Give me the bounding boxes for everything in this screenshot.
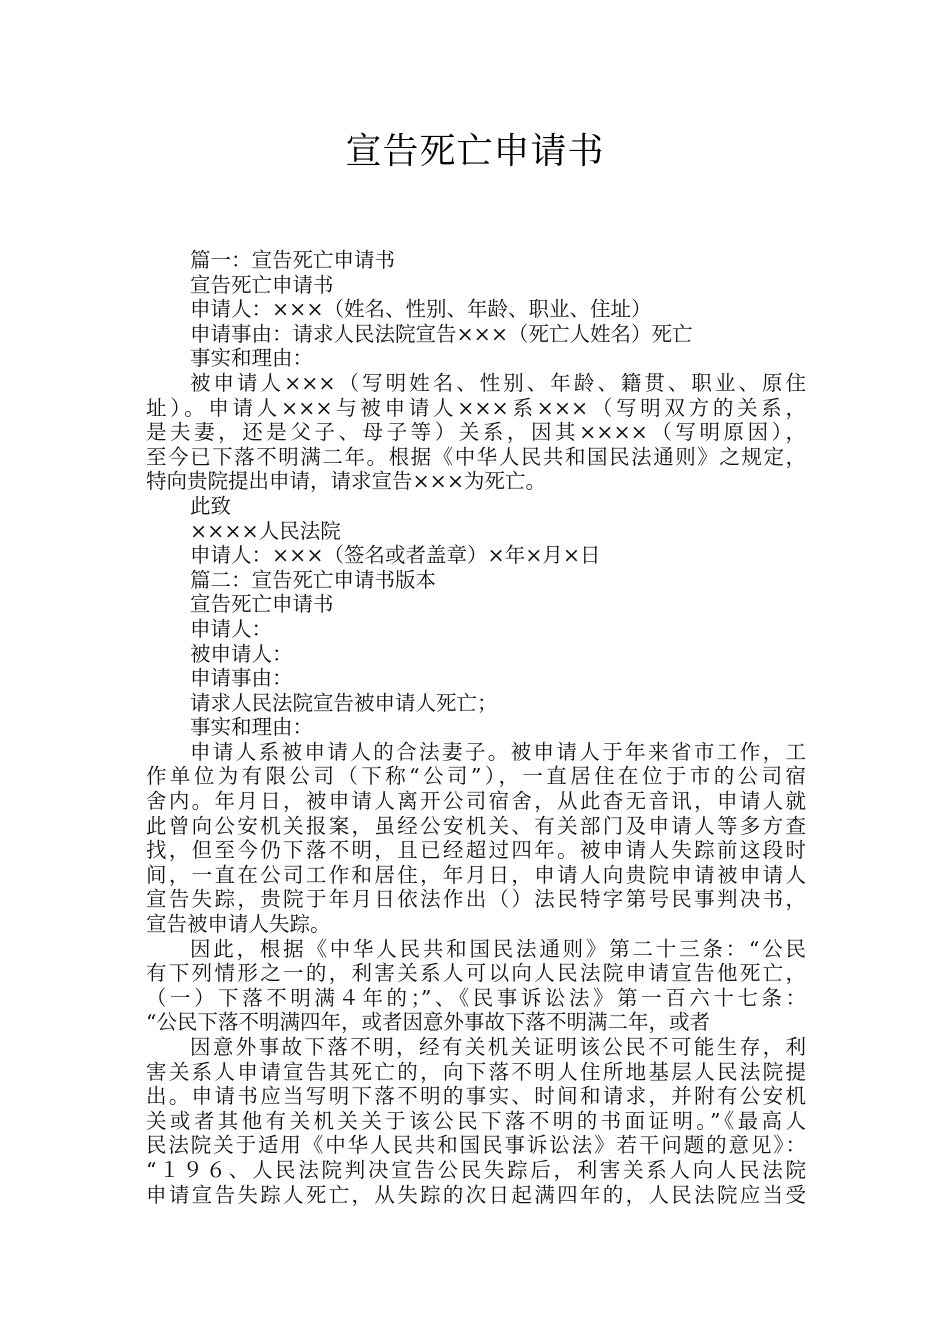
paragraph-line: “１９６、人民法院判决宣告公民失踪后，利害关系人向人民法院 bbox=[146, 1157, 806, 1182]
facts-heading-2: 事实和理由： bbox=[190, 715, 313, 740]
paragraph-line: 关或者其他有关机关关于该公民下落不明的书面证明。”《最高人 bbox=[146, 1108, 806, 1133]
applicant-label: 申请人： bbox=[190, 616, 272, 641]
paragraph-line: 宣告被申请人失踪。 bbox=[146, 912, 331, 937]
court-name: ××××人民法院 bbox=[190, 518, 341, 543]
paragraph-line: 因此，根据《中华人民共和国民法通则》第二十三条：“公民 bbox=[190, 936, 806, 961]
signature-line: 申请人：×××（签名或者盖章）×年×月×日 bbox=[190, 543, 601, 568]
paragraph-line: 申请人系被申请人的合法妻子。被申请人于年来省市工作，工 bbox=[190, 739, 806, 764]
request-line: 请求人民法院宣告被申请人死亡； bbox=[190, 690, 498, 715]
salutation: 此致 bbox=[190, 493, 231, 518]
paragraph-line: 舍内。年月日，被申请人离开公司宿舍，从此杳无音讯，申请人就 bbox=[146, 789, 806, 814]
paragraph-line: 有下列情形之一的，利害关系人可以向人民法院申请宣告他死亡， bbox=[146, 961, 806, 986]
paragraph-line: 民法院关于适用《中华人民共和国民事诉讼法》若干问题的意见》： bbox=[146, 1133, 806, 1158]
paragraph-line: （一）下落不明满４年的；”、《民事诉讼法》第一百六十七条： bbox=[146, 985, 806, 1010]
paragraph-line: 间，一直在公司工作和居住，年月日，申请人向贵院申请被申请人 bbox=[146, 862, 806, 887]
applicant-line: 申请人：×××（姓名、性别、年龄、职业、住址） bbox=[190, 297, 652, 322]
paragraph-line: 因意外事故下落不明，经有关机关证明该公民不可能生存，利 bbox=[190, 1035, 806, 1059]
paragraph-line: “公民下落不明满四年，或者因意外事故下落不明满二年，或者 bbox=[146, 1010, 710, 1035]
reason-line: 申请事由：请求人民法院宣告×××（死亡人姓名）死亡 bbox=[190, 321, 693, 346]
sub-title-1: 宣告死亡申请书 bbox=[190, 272, 334, 297]
section-heading-2: 篇二：宣告死亡申请书版本 bbox=[190, 567, 436, 592]
paragraph-line: 特向贵院提出申请，请求宣告×××为死亡。 bbox=[146, 469, 547, 494]
paragraph-line: 害关系人申请宣告其死亡的，向下落不明人住所地基层人民法院提 bbox=[146, 1059, 806, 1084]
document-body bbox=[146, 248, 806, 1207]
paragraph-line: 找，但至今仍下落不明，且已经超过四年。被申请人失踪前这段时 bbox=[146, 838, 806, 863]
paragraph-line: 出。申请书应当写明下落不明的事实、时间和请求，并附有公安机 bbox=[146, 1084, 806, 1109]
sub-title-2: 宣告死亡申请书 bbox=[190, 592, 334, 617]
paragraph-line: 址）。申请人×××与被申请人×××系×××（写明双方的关系， bbox=[146, 395, 806, 420]
paragraph-line: 是夫妻，还是父子、母子等）关系，因其××××（写明原因）， bbox=[146, 420, 806, 445]
document-title: 宣告死亡申请书 bbox=[345, 131, 605, 172]
paragraph-line: 宣告失踪，贵院于年月日依法作出（）法民特字第号民事判决书， bbox=[146, 887, 806, 912]
reason-label: 申请事由： bbox=[190, 666, 293, 691]
paragraph-line: 被申请人×××（写明姓名、性别、年龄、籍贯、职业、原住 bbox=[190, 370, 806, 395]
section-heading-1: 篇一：宣告死亡申请书 bbox=[190, 248, 395, 272]
facts-heading-1: 事实和理由： bbox=[190, 346, 313, 371]
paragraph-line: 此曾向公安机关报案，虽经公安机关、有关部门及申请人等多方查 bbox=[146, 813, 806, 838]
paragraph-line: 至今已下落不明满二年。根据《中华人民共和国民法通则》之规定， bbox=[146, 444, 806, 469]
paragraph-line: 申请宣告失踪人死亡，从失踪的次日起满四年的，人民法院应当受 bbox=[146, 1182, 806, 1207]
paragraph-line: 作单位为有限公司（下称“公司”），一直居住在位于市的公司宿 bbox=[146, 764, 806, 789]
respondent-label: 被申请人： bbox=[190, 641, 293, 666]
